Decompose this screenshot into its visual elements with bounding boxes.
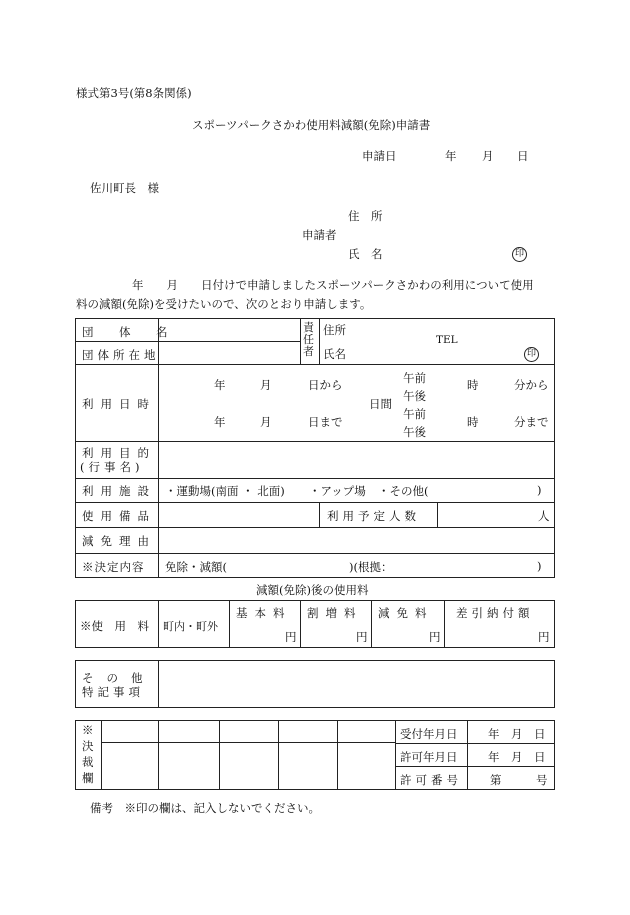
dt-pm-1[interactable]: 午後 <box>403 389 426 403</box>
form-title: スポーツパークさかわ使用料減額(免除)申請書 <box>192 118 431 132</box>
dt-min-to[interactable]: 分まで <box>514 415 549 429</box>
applicant-role-label: 申請者 <box>302 228 337 242</box>
dt-month-1[interactable]: 月 <box>260 378 272 392</box>
body-line-2: 料の減額(免除)を受けたいので、次のとおり申請します。 <box>76 297 372 311</box>
facility-label: 利用施設 <box>82 484 156 498</box>
dt-days[interactable]: 日間 <box>369 397 392 411</box>
decision-label: ※決定内容 <box>82 560 145 574</box>
permit-date-label: 許可年月日 <box>400 750 458 764</box>
resp-name-label: 氏名 <box>323 347 346 361</box>
other-label-2: 特記事項 <box>82 685 144 699</box>
person-unit: 人 <box>538 509 550 523</box>
dt-month-2[interactable]: 月 <box>260 415 272 429</box>
surcharge-label: 割増料 <box>307 606 363 620</box>
decision-value: 免除・減額( <box>165 560 227 574</box>
fee-label: ※使 用 料 <box>80 619 149 633</box>
town-field: 町内・町外 <box>163 620 218 633</box>
tel-label: TEL <box>436 334 458 346</box>
resp-seal: 印 <box>524 345 539 362</box>
net-yen: 円 <box>538 630 550 644</box>
reduction-label: 減免料 <box>378 606 434 620</box>
application-date-label: 申請日 <box>362 149 397 163</box>
purpose-label-1: 利用目的 <box>82 446 156 460</box>
dt-am-1[interactable]: 午前 <box>403 371 426 385</box>
equipment-label: 使用備品 <box>82 509 156 523</box>
dt-day-from[interactable]: 日から <box>308 378 343 392</box>
other-label-1: その他 <box>82 671 156 685</box>
form-number: 様式第3号(第8条関係) <box>76 86 192 100</box>
application-date-day[interactable]: 日 <box>517 149 529 163</box>
receipt-date-value: 年 月 日 <box>488 727 546 741</box>
note: 備考 ※印の欄は、記入しないでください。 <box>90 801 320 815</box>
group-name-label: 団 体 名 <box>82 325 175 339</box>
dt-hour-1[interactable]: 時 <box>467 378 479 392</box>
application-date-month[interactable]: 月 <box>482 149 494 163</box>
permit-date-value: 年 月 日 <box>488 750 546 764</box>
dt-day-to[interactable]: 日まで <box>308 415 343 429</box>
permit-no-label: 許可番号 <box>400 773 462 787</box>
facility-other[interactable]: ・その他( <box>378 484 429 498</box>
surcharge-yen: 円 <box>356 630 368 644</box>
facility-paren-close: ) <box>537 483 542 497</box>
body-line-1: 年 月 日付けで申請しましたスポーツパークさかわの利用について使用 <box>132 278 534 292</box>
approval-label: ※決裁欄 <box>82 723 94 785</box>
basic-fee-label: 基本料 <box>236 606 292 620</box>
fee-heading: 減額(免除)後の使用料 <box>256 583 369 597</box>
applicant-name-label: 氏 名 <box>348 247 383 261</box>
dt-min-from[interactable]: 分から <box>514 378 549 392</box>
group-address-label: 団体所在地 <box>82 348 160 362</box>
purpose-label-2: (行事名) <box>80 460 144 474</box>
decision-paren-close: ) <box>537 559 542 573</box>
addressee: 佐川町長 様 <box>90 181 159 195</box>
use-datetime-label: 利用日時 <box>82 397 156 411</box>
application-date-year[interactable]: 年 <box>445 149 457 163</box>
net-fee-label: 差引納付額 <box>456 606 534 620</box>
facility-up[interactable]: ・アップ場 <box>309 484 366 498</box>
dt-hour-2[interactable]: 時 <box>467 415 479 429</box>
dt-pm-2[interactable]: 午後 <box>403 425 426 439</box>
reduction-yen: 円 <box>429 630 441 644</box>
applicant-seal: 印 <box>512 245 527 262</box>
receipt-date-label: 受付年月日 <box>400 727 458 741</box>
dt-year-2[interactable]: 年 <box>214 415 226 429</box>
resp-address-label: 住所 <box>323 323 346 337</box>
basic-yen: 円 <box>285 630 297 644</box>
decision-basis: )(根拠： <box>349 560 393 574</box>
facility-field[interactable]: ・運動場(南面 ・ 北面) <box>165 484 285 498</box>
responsible-label: 責任者 <box>303 321 314 358</box>
dt-year-1[interactable]: 年 <box>214 378 226 392</box>
planned-count-label: 利用予定人数 <box>327 509 420 523</box>
permit-no-value: 第 号 <box>490 773 548 787</box>
dt-am-2[interactable]: 午前 <box>403 407 426 421</box>
applicant-address-label: 住 所 <box>348 209 383 223</box>
reason-label: 減免理由 <box>82 534 156 548</box>
